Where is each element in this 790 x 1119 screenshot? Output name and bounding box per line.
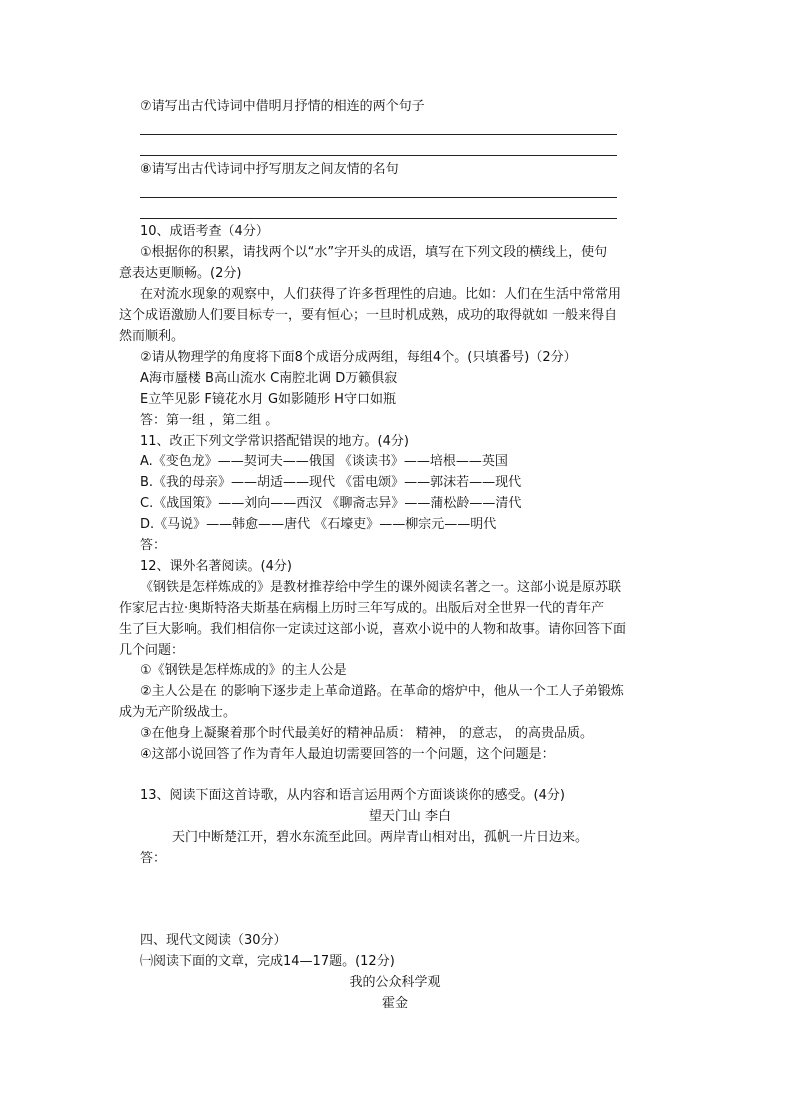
q11-item-c: C.《战国策》——刘向——西汉 《聊斋志异》——蒲松龄——清代 xyxy=(140,496,522,511)
q11-item-b: B.《我的母亲》——胡适——现代 《雷电颂》——郭沫若——现代 xyxy=(140,475,522,490)
q10-options-line-1: A海市蜃楼 B高山流水 C南腔北调 D万籁俱寂 xyxy=(140,371,398,386)
q12-intro-line-2: 作家尼古拉·奥斯特洛夫斯基在病榻上历时三年写成的。出版后对全世界一代的青年产 xyxy=(119,601,605,616)
q10-part2: ②请从物理学的角度将下面8个成语分成两组，每组4个。(只填番号)（2分） xyxy=(140,350,577,365)
q7-answer-line-1[interactable] xyxy=(140,134,617,135)
q8-answer-line-1[interactable] xyxy=(140,197,617,198)
q12-title: 12、课外名著阅读。(4分) xyxy=(140,559,292,574)
q7-answer-line-2[interactable] xyxy=(140,155,617,156)
q10-title: 10、成语考查（4分） xyxy=(140,224,269,239)
q12-sub-3: ③在他身上凝聚着那个时代最美好的精神品质： 精神， 的意志， 的高贵品质。 xyxy=(140,726,594,741)
q10-part1-line-1: ①根据你的积累，请找两个以“水”字开头的成语，填写在下列文段的横线上，使句 xyxy=(140,245,608,260)
poem-title: 望天门山 李白 xyxy=(368,809,452,824)
q12-sub-2-line-2: 成为无产阶级战士。 xyxy=(119,705,237,720)
q12-intro-line-1: 《钢铁是怎样炼成的》是教材推荐给中学生的课外阅读名著之一。这部小说是原苏联 xyxy=(140,580,622,595)
article-author: 霍金 xyxy=(381,996,408,1011)
q12-sub-4: ④这部小说回答了作为青年人最迫切需要回答的一个问题，这个问题是： xyxy=(140,747,555,762)
q8-prompt: ⑧请写出古代诗词中抒写朋友之间友情的名句 xyxy=(140,162,399,177)
q10-options-line-2: E立竿见影 F镜花水月 G如影随形 H守口如瓶 xyxy=(140,392,396,407)
q11-title: 11、改正下列文学常识搭配错误的地方。(4分) xyxy=(140,434,409,449)
q12-sub-1: ①《钢铁是怎样炼成的》的主人公是 xyxy=(140,663,347,678)
q13-title: 13、阅读下面这首诗歌，从内容和语言运用两个方面谈谈你的感受。(4分) xyxy=(140,788,565,803)
q12-intro-line-4: 几个问题： xyxy=(119,643,185,658)
q13-answer: 答： xyxy=(140,851,167,866)
q10-passage-line-3: 然而顺利。 xyxy=(119,329,185,344)
q10-answer: 答：第一组 ，第二组 。 xyxy=(140,413,279,428)
section4-part1: ㈠阅读下面的文章，完成14—17题。(12分) xyxy=(140,954,395,969)
poem-text: 天门中断楚江开，碧水东流至此回。两岸青山相对出，孤帆一片日边来。 xyxy=(172,830,589,845)
q11-answer: 答： xyxy=(140,538,167,553)
q11-item-d: D.《马说》——韩愈——唐代 《石壕吏》——柳宗元——明代 xyxy=(140,517,497,532)
q12-sub-2-line-1: ②主人公是在 的影响下逐步走上革命道路。在革命的熔炉中，他从一个工人子弟锻炼 xyxy=(140,684,624,699)
section4-title: 四、现代文阅读（30分） xyxy=(140,933,287,948)
q12-intro-line-3: 生了巨大影响。我们相信你一定读过这部小说，喜欢小说中的人物和故事。请你回答下面 xyxy=(119,622,627,637)
q10-part1-line-2: 意表达更顺畅。(2分) xyxy=(119,266,242,281)
q8-answer-line-2[interactable] xyxy=(140,218,617,219)
q10-passage-line-2: 这个成语激励人们要目标专一，要有恒心；一旦时机成熟，成功的取得就如 一般来得自 xyxy=(119,308,618,323)
q7-prompt: ⑦请写出古代诗词中借明月抒情的相连的两个句子 xyxy=(140,99,425,114)
q11-item-a: A.《变色龙》——契诃夫——俄国 《谈读书》——培根——英国 xyxy=(140,454,508,469)
article-title: 我的公众科学观 xyxy=(349,975,441,990)
q10-passage-line-1: 在对流水现象的观察中，人们获得了许多哲理性的启迪。比如：人们在生活中常常用 xyxy=(140,287,622,302)
